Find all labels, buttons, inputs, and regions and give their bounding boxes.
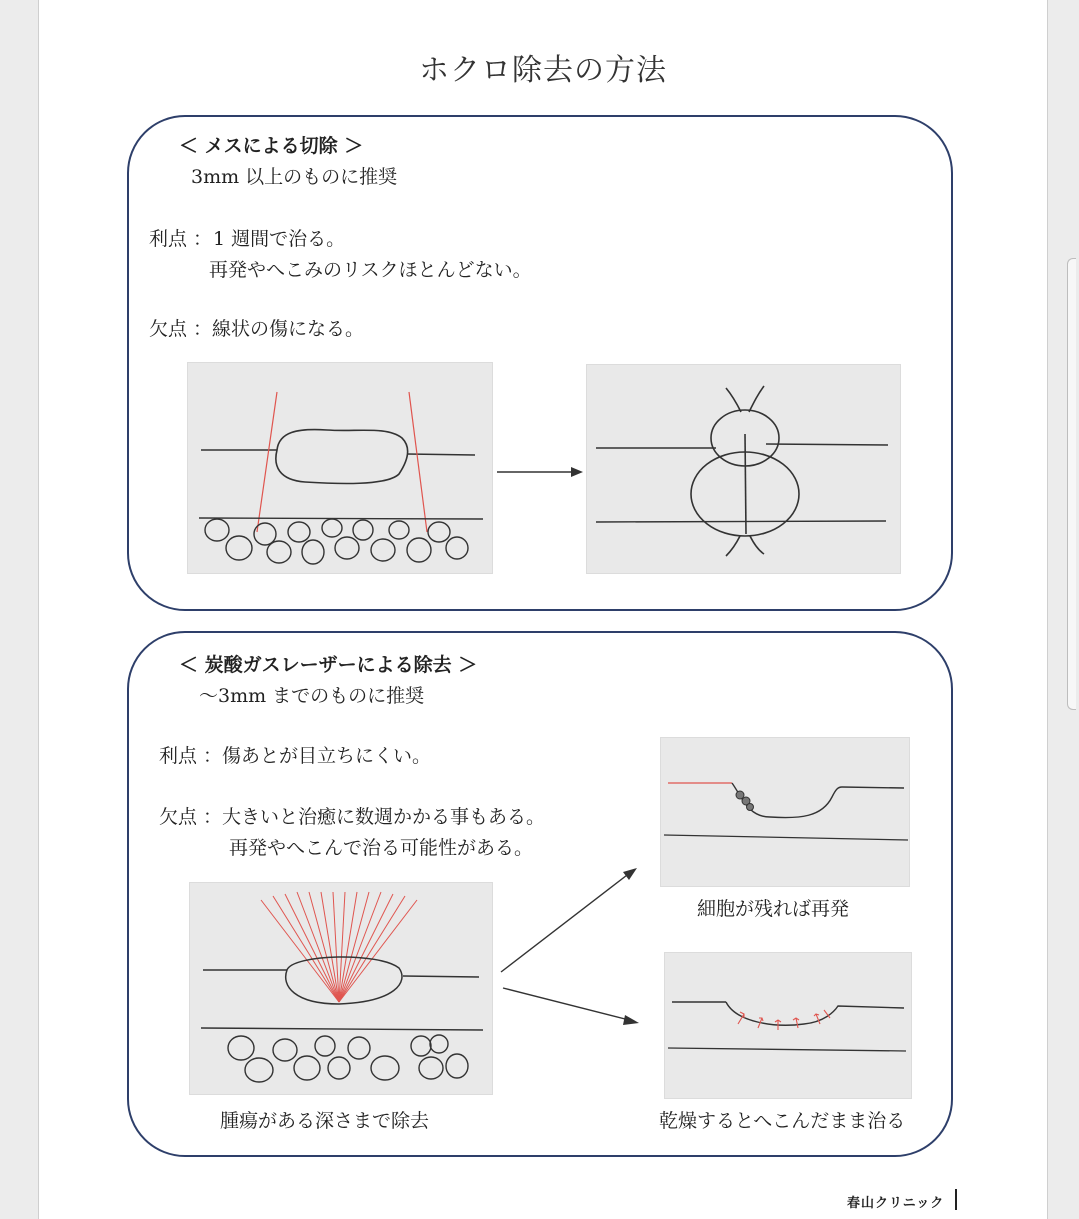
laser-removal-caption: 腫瘍がある深さまで除去 <box>220 1110 430 1132</box>
excision-after-drawing <box>586 364 901 574</box>
dent-arrow <box>501 984 641 1028</box>
dent-drawing <box>664 952 912 1099</box>
recurrence-caption: 細胞が残れば再発 <box>697 898 850 920</box>
scrollbar-handle[interactable] <box>1067 258 1076 710</box>
clinic-footer: 春山クリニック <box>847 1196 945 1211</box>
document-page <box>38 0 1048 1219</box>
laser-demerit-2: 再発やへこんで治る可能性がある。 <box>229 837 534 859</box>
excision-before-drawing <box>187 362 493 574</box>
text-cursor <box>955 1189 957 1210</box>
laser-merit: 利点 ：傷あとが目立ちにくい。 <box>159 745 432 767</box>
recurrence-arrow <box>499 864 639 974</box>
excision-demerit: 欠点 ：線状の傷になる。 <box>149 318 365 340</box>
laser-recommend: ～3mm までのものに推奨 <box>199 685 425 707</box>
excision-merit-2: 再発やへこみのリスクほとんどない。 <box>209 259 532 281</box>
excision-merit-1: 1 週間で治る。 <box>213 228 346 250</box>
excision-merit-label: 利点 ： <box>149 228 213 250</box>
laser-demerit-1: 欠点 ：大きいと治癒に数週かかる事もある。 <box>159 806 546 828</box>
recurrence-drawing <box>660 737 910 887</box>
excision-arrow <box>497 464 583 480</box>
laser-removal-drawing <box>189 882 493 1095</box>
dent-caption: 乾燥するとへこんだまま治る <box>659 1110 906 1132</box>
excision-recommend: 3mm 以上のものに推奨 <box>191 166 398 188</box>
laser-heading: ＜ 炭酸ガスレーザーによる除去 ＞ <box>179 654 478 676</box>
excision-heading: ＜ メスによる切除 ＞ <box>179 135 364 157</box>
page-title: ホクロ除去の方法 <box>419 53 667 88</box>
